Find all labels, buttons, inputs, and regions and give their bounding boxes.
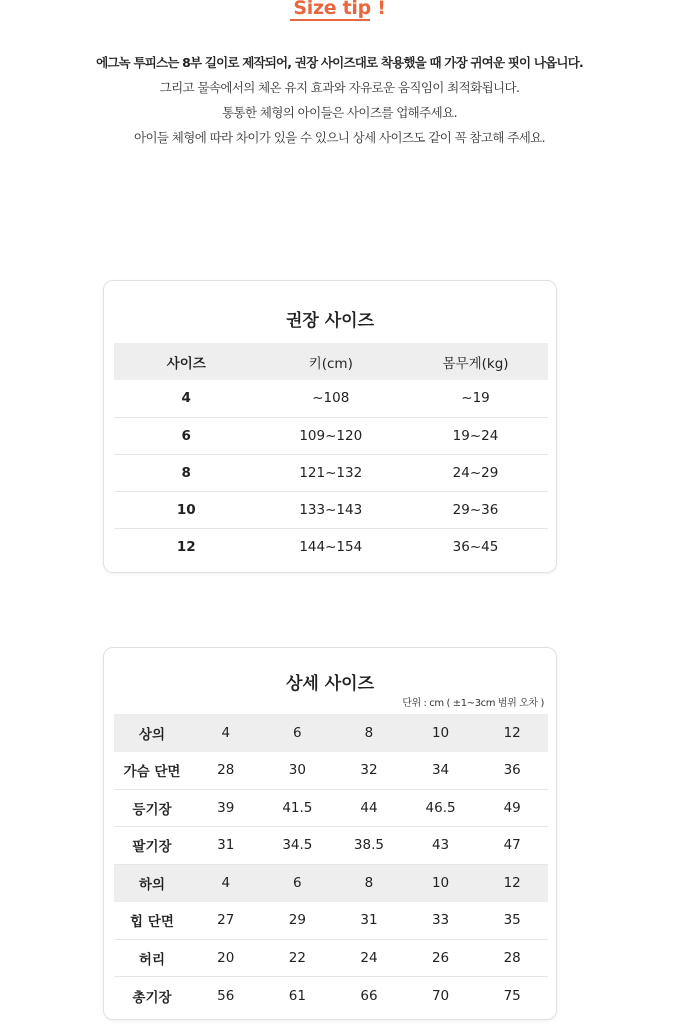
recommended-size-card [103,280,557,573]
table-row [114,417,548,454]
weight-cell: 36~45 [452,538,499,555]
top-label: 상의 [114,714,190,752]
size-header: 8 [333,714,405,752]
tip-line-2: 그리고 물속에서의 체온 유지 효과와 자유로운 움직임이 최적화됩니다. [159,80,520,95]
weight-cell: 29~36 [403,491,548,528]
measure-label: 총기장 [132,989,172,1006]
detail-size-table [114,714,548,1014]
measure-label: 가슴 단면 [114,752,190,790]
table-row [114,528,548,565]
measure-value: 29 [262,902,334,940]
measure-value: 46.5 [405,789,477,827]
table-header-row [114,343,548,380]
measure-value: 33 [405,902,477,940]
measure-value: 56 [217,987,235,1004]
tip-line-4: 아이들 체형에 따라 차이가 있을 수 있으니 상세 사이즈도 같이 꼭 참고해 주세요. [133,130,546,145]
tip-line-1: 에그녹 투피스는 8부 길이로 제작되어, 권장 사이즈대로 착용했을 때 가장 귀여운 핏이 나옵니다. [96,55,583,70]
measure-value: 30 [262,752,334,790]
table-row [114,752,548,790]
size-cell: 6 [114,417,259,454]
measure-value: 34 [405,752,477,790]
size-tip-title: Size tip ! [293,0,386,19]
recommended-size-table [114,343,548,565]
measure-value: 39 [190,789,262,827]
size-tip-underline [290,19,370,21]
measure-value: 34.5 [262,827,334,865]
detail-size-title: 상세 사이즈 [285,674,375,694]
header-size: 사이즈 [114,343,259,380]
detail-size-card [103,647,557,1020]
measure-value: 61 [288,987,306,1004]
measure-value: 22 [262,939,334,977]
weight-cell: 19~24 [403,417,548,454]
measure-label: 힙 단면 [114,902,190,940]
header-height: 키(cm) [259,343,404,380]
height-cell: 109~120 [259,417,404,454]
measure-value: 47 [476,827,548,865]
table-row [114,827,548,865]
measure-value: 28 [190,752,262,790]
table-row [114,902,548,940]
size-cell: 8 [114,454,259,491]
height-cell: ~108 [259,380,404,417]
size-cell: 4 [114,380,259,417]
measure-value: 24 [333,939,405,977]
measure-value: 26 [405,939,477,977]
measure-value: 35 [476,902,548,940]
measure-value: 44 [333,789,405,827]
bottom-label: 하의 [114,864,190,902]
recommended-size-title: 권장 사이즈 [285,311,375,331]
table-row [114,977,548,1015]
weight-cell: ~19 [403,380,548,417]
size-tip-description [0,50,679,150]
unit-note: 단위 : cm ( ±1~3cm 범위 오차 ) [402,698,544,709]
measure-value: 32 [333,752,405,790]
size-header: 4 [190,864,262,902]
measure-label: 허리 [114,939,190,977]
measure-value: 49 [476,789,548,827]
measure-value: 75 [503,987,521,1004]
measure-value: 28 [476,939,548,977]
size-header: 6 [262,864,334,902]
measure-value: 31 [333,902,405,940]
measure-value: 27 [190,902,262,940]
measure-value: 38.5 [333,827,405,865]
size-header: 12 [476,864,548,902]
weight-cell: 24~29 [403,454,548,491]
table-row [114,454,548,491]
size-cell: 10 [114,491,259,528]
measure-label: 등기장 [114,789,190,827]
size-header: 10 [405,864,477,902]
header-weight: 몸무게(kg) [403,343,548,380]
measure-value: 41.5 [262,789,334,827]
size-header: 12 [476,714,548,752]
measure-value: 36 [476,752,548,790]
height-cell: 121~132 [259,454,404,491]
size-header: 4 [190,714,262,752]
measure-value: 20 [190,939,262,977]
tip-line-3: 통통한 체형의 아이들은 사이즈를 업해주세요. [222,105,457,120]
size-header: 6 [262,714,334,752]
measure-value: 66 [360,987,378,1004]
height-cell: 133~143 [259,491,404,528]
size-header: 10 [405,714,477,752]
table-row [114,939,548,977]
top-header-row [114,714,548,752]
measure-value: 70 [431,987,450,1004]
height-cell: 144~154 [299,538,363,555]
table-row [114,491,548,528]
table-row [114,380,548,417]
bottom-header-row [114,864,548,902]
measure-value: 31 [190,827,262,865]
measure-label: 팔기장 [114,827,190,865]
table-row [114,789,548,827]
size-header: 8 [333,864,405,902]
measure-value: 43 [405,827,477,865]
size-cell: 12 [176,538,196,555]
